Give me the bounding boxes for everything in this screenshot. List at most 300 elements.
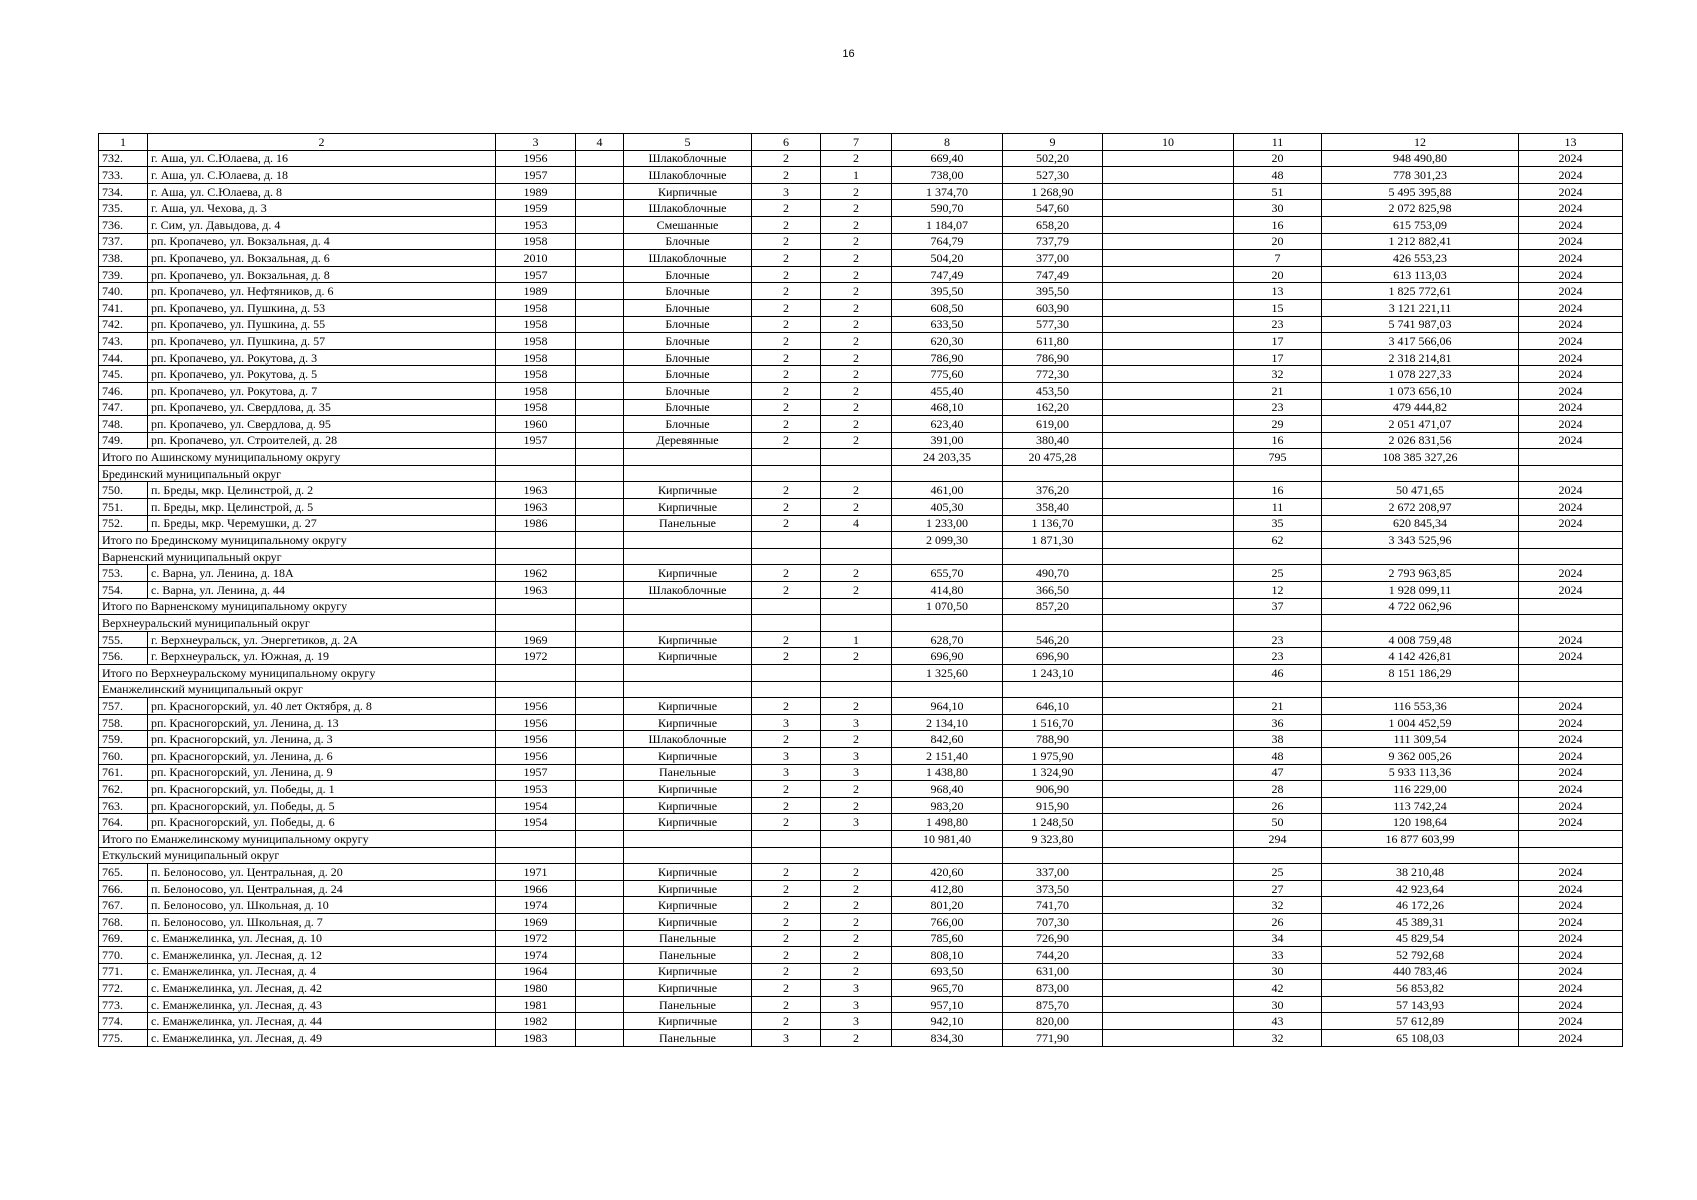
col-10-cell [1103,1013,1234,1030]
year-cell: 1956 [496,747,576,764]
year-cell: 1958 [496,366,576,383]
year-cell: 1958 [496,382,576,399]
col-7-cell: 2 [821,880,892,897]
col-7-cell: 2 [821,333,892,350]
col-6-cell: 2 [752,399,821,416]
col-9-cell: 906,90 [1003,781,1103,798]
table-row [99,565,1623,582]
col-9-cell: 547,60 [1003,200,1103,217]
col-9-cell: 162,20 [1003,399,1103,416]
col-8-cell: 1 374,70 [892,183,1003,200]
col-11-cell: 48 [1234,167,1322,184]
col-13-cell: 2024 [1519,283,1623,300]
row-number: 732. [99,150,148,167]
col-7-cell: 2 [821,565,892,582]
col-4-cell [576,996,624,1013]
address-cell: с. Еманжелинка, ул. Лесная, д. 42 [148,980,496,997]
col-11-cell: 13 [1234,283,1322,300]
col-4-cell [576,216,624,233]
group-header-row [99,681,1623,698]
col-4-cell [576,648,624,665]
table-row [99,333,1623,350]
empty-cell [821,465,892,482]
row-number: 771. [99,963,148,980]
column-number-row [99,134,1623,151]
col-6-cell: 2 [752,266,821,283]
table-row [99,582,1623,599]
col-9-cell: 788,90 [1003,731,1103,748]
col-6-cell: 2 [752,250,821,267]
col-8-cell: 942,10 [892,1013,1003,1030]
col-12-cell: 4 722 062,96 [1322,598,1519,615]
row-number: 748. [99,416,148,433]
col-13-cell: 2024 [1519,1030,1623,1047]
col-12-cell: 1 073 656,10 [1322,382,1519,399]
col-12-cell: 1 212 882,41 [1322,233,1519,250]
row-number: 773. [99,996,148,1013]
col-11-cell: 38 [1234,731,1322,748]
wall-material-cell: Деревянные [624,432,752,449]
col-9-cell: 358,40 [1003,499,1103,516]
col-10-cell [1103,764,1234,781]
address-cell: г. Сим, ул. Давыдова, д. 4 [148,216,496,233]
empty-cell [892,548,1003,565]
col-12-cell: 45 389,31 [1322,913,1519,930]
col-8-cell: 405,30 [892,499,1003,516]
col-12-cell: 57 612,89 [1322,1013,1519,1030]
empty-cell [1322,615,1519,632]
col-8-cell: 693,50 [892,963,1003,980]
column-header: 5 [624,134,752,151]
year-cell: 1980 [496,980,576,997]
col-4-cell [576,499,624,516]
year-cell: 1989 [496,183,576,200]
col-7-cell: 2 [821,432,892,449]
table-row [99,1030,1623,1047]
year-cell: 1960 [496,416,576,433]
col-10-cell [1103,698,1234,715]
col-12-cell: 38 210,48 [1322,864,1519,881]
col-13-cell: 2024 [1519,996,1623,1013]
col-7-cell: 2 [821,1030,892,1047]
col-6-cell: 3 [752,183,821,200]
empty-cell [624,681,752,698]
col-9-cell: 546,20 [1003,631,1103,648]
col-7-cell: 2 [821,416,892,433]
col-11-cell: 20 [1234,233,1322,250]
col-6-cell: 2 [752,864,821,881]
table-row [99,349,1623,366]
table-row [99,698,1623,715]
col-6-cell: 2 [752,731,821,748]
col-9-cell: 337,00 [1003,864,1103,881]
col-13-cell: 2024 [1519,565,1623,582]
col-10-cell [1103,150,1234,167]
col-4-cell [576,233,624,250]
col-11-cell: 23 [1234,648,1322,665]
row-number: 761. [99,764,148,781]
address-cell: рп. Красногорский, ул. Ленина, д. 9 [148,764,496,781]
empty-cell [1519,449,1623,466]
col-10-cell [1103,731,1234,748]
year-cell: 1969 [496,631,576,648]
address-cell: п. Бреды, мкр. Целинстрой, д. 2 [148,482,496,499]
col-6-cell: 2 [752,996,821,1013]
year-cell: 1954 [496,797,576,814]
col-6-cell: 2 [752,947,821,964]
col-7-cell: 2 [821,913,892,930]
group-label: Верхнеуральский муниципальный округ [99,615,496,632]
address-cell: г. Аша, ул. С.Юлаева, д. 8 [148,183,496,200]
empty-cell [624,548,752,565]
empty-cell [624,598,752,615]
year-cell: 1958 [496,233,576,250]
wall-material-cell: Кирпичные [624,797,752,814]
col-12-cell: 16 877 603,99 [1322,830,1519,847]
col-6-cell: 2 [752,366,821,383]
wall-material-cell: Панельные [624,764,752,781]
col-13-cell: 2024 [1519,963,1623,980]
address-cell: п. Белоносово, ул. Школьная, д. 7 [148,913,496,930]
col-7-cell: 1 [821,631,892,648]
col-13-cell: 2024 [1519,515,1623,532]
col-6-cell: 2 [752,565,821,582]
col-11-cell: 28 [1234,781,1322,798]
col-12-cell: 2 072 825,98 [1322,200,1519,217]
wall-material-cell: Блочные [624,233,752,250]
col-8-cell: 2 099,30 [892,532,1003,549]
col-8-cell: 764,79 [892,233,1003,250]
col-11-cell: 15 [1234,299,1322,316]
address-cell: с. Еманжелинка, ул. Лесная, д. 43 [148,996,496,1013]
row-number: 743. [99,333,148,350]
year-cell: 1982 [496,1013,576,1030]
col-9-cell: 376,20 [1003,482,1103,499]
col-9-cell: 873,00 [1003,980,1103,997]
col-11-cell: 11 [1234,499,1322,516]
col-12-cell: 2 672 208,97 [1322,499,1519,516]
col-8-cell: 623,40 [892,416,1003,433]
col-12-cell: 1 825 772,61 [1322,283,1519,300]
col-8-cell: 766,00 [892,913,1003,930]
empty-cell [1519,665,1623,682]
empty-cell [576,615,624,632]
col-4-cell [576,482,624,499]
col-9-cell: 1 243,10 [1003,665,1103,682]
col-7-cell: 2 [821,698,892,715]
col-10-cell [1103,963,1234,980]
wall-material-cell: Шлакоблочные [624,731,752,748]
col-12-cell: 3 343 525,96 [1322,532,1519,549]
table-row [99,996,1623,1013]
col-7-cell: 2 [821,797,892,814]
col-4-cell [576,316,624,333]
wall-material-cell: Кирпичные [624,648,752,665]
col-12-cell: 3 417 566,06 [1322,333,1519,350]
address-cell: рп. Красногорский, ул. Победы, д. 1 [148,781,496,798]
col-11-cell: 33 [1234,947,1322,964]
col-13-cell: 2024 [1519,349,1623,366]
col-12-cell: 2 026 831,56 [1322,432,1519,449]
col-13-cell: 2024 [1519,764,1623,781]
address-cell: рп. Кропачево, ул. Вокзальная, д. 4 [148,233,496,250]
col-6-cell: 2 [752,382,821,399]
row-number: 766. [99,880,148,897]
address-cell: с. Варна, ул. Ленина, д. 44 [148,582,496,599]
col-4-cell [576,582,624,599]
empty-cell [892,615,1003,632]
col-10-cell [1103,864,1234,881]
address-cell: рп. Кропачево, ул. Вокзальная, д. 8 [148,266,496,283]
col-11-cell: 21 [1234,698,1322,715]
empty-cell [496,830,576,847]
empty-cell [1234,847,1322,864]
col-10-cell [1103,200,1234,217]
empty-cell [821,847,892,864]
year-cell: 1986 [496,515,576,532]
col-11-cell: 16 [1234,482,1322,499]
row-number: 744. [99,349,148,366]
col-12-cell: 45 829,54 [1322,930,1519,947]
col-10-cell [1103,947,1234,964]
table-row [99,432,1623,449]
col-11-cell: 35 [1234,515,1322,532]
empty-cell [1322,847,1519,864]
col-11-cell: 26 [1234,913,1322,930]
col-6-cell: 2 [752,814,821,831]
col-10-cell [1103,333,1234,350]
col-4-cell [576,980,624,997]
year-cell: 1956 [496,731,576,748]
col-4-cell [576,930,624,947]
total-label: Итого по Еманжелинскому муниципальному округу [99,830,496,847]
wall-material-cell: Кирпичные [624,183,752,200]
table-row [99,731,1623,748]
address-cell: г. Аша, ул. Чехова, д. 3 [148,200,496,217]
table-row [99,631,1623,648]
col-13-cell: 2024 [1519,250,1623,267]
group-header-row [99,615,1623,632]
col-8-cell: 775,60 [892,366,1003,383]
col-10-cell [1103,781,1234,798]
empty-cell [1519,830,1623,847]
year-cell: 1972 [496,648,576,665]
row-number: 747. [99,399,148,416]
col-13-cell: 2024 [1519,864,1623,881]
row-number: 768. [99,913,148,930]
col-13-cell: 2024 [1519,781,1623,798]
col-7-cell: 3 [821,1013,892,1030]
col-11-cell: 23 [1234,399,1322,416]
empty-cell [576,598,624,615]
wall-material-cell: Блочные [624,382,752,399]
row-number: 734. [99,183,148,200]
col-8-cell: 808,10 [892,947,1003,964]
row-number: 756. [99,648,148,665]
total-row [99,665,1623,682]
group-label: Варненский муниципальный округ [99,548,496,565]
col-6-cell: 2 [752,698,821,715]
col-11-cell: 26 [1234,797,1322,814]
col-11-cell: 46 [1234,665,1322,682]
col-6-cell: 2 [752,631,821,648]
wall-material-cell: Панельные [624,515,752,532]
col-11-cell: 48 [1234,747,1322,764]
col-8-cell: 786,90 [892,349,1003,366]
col-12-cell: 479 444,82 [1322,399,1519,416]
col-8-cell: 391,00 [892,432,1003,449]
row-number: 758. [99,714,148,731]
year-cell: 1959 [496,200,576,217]
col-10-cell [1103,299,1234,316]
address-cell: с. Варна, ул. Ленина, д. 18А [148,565,496,582]
col-12-cell: 440 783,46 [1322,963,1519,980]
wall-material-cell: Кирпичные [624,698,752,715]
empty-cell [752,830,821,847]
col-10-cell [1103,880,1234,897]
col-6-cell: 2 [752,499,821,516]
col-9-cell: 453,50 [1003,382,1103,399]
year-cell: 2010 [496,250,576,267]
address-cell: с. Еманжелинка, ул. Лесная, д. 49 [148,1030,496,1047]
col-6-cell: 2 [752,233,821,250]
wall-material-cell: Блочные [624,416,752,433]
col-7-cell: 3 [821,714,892,731]
col-12-cell: 113 742,24 [1322,797,1519,814]
col-10-cell [1103,797,1234,814]
col-6-cell: 2 [752,349,821,366]
col-9-cell: 786,90 [1003,349,1103,366]
address-cell: г. Верхнеуральск, ул. Южная, д. 19 [148,648,496,665]
col-6-cell: 3 [752,764,821,781]
col-9-cell: 366,50 [1003,582,1103,599]
empty-cell [576,665,624,682]
empty-cell [1519,548,1623,565]
col-10-cell [1103,416,1234,433]
wall-material-cell: Кирпичные [624,631,752,648]
empty-cell [1103,598,1234,615]
row-number: 764. [99,814,148,831]
col-7-cell: 2 [821,582,892,599]
year-cell: 1981 [496,996,576,1013]
wall-material-cell: Панельные [624,1030,752,1047]
col-4-cell [576,349,624,366]
col-10-cell [1103,814,1234,831]
col-9-cell: 377,00 [1003,250,1103,267]
col-11-cell: 51 [1234,183,1322,200]
col-9-cell: 820,00 [1003,1013,1103,1030]
table-row [99,947,1623,964]
col-11-cell: 795 [1234,449,1322,466]
wall-material-cell: Смешанные [624,216,752,233]
empty-cell [576,532,624,549]
column-header: 2 [148,134,496,151]
row-number: 759. [99,731,148,748]
empty-cell [752,665,821,682]
address-cell: рп. Красногорский, ул. Победы, д. 5 [148,797,496,814]
col-13-cell: 2024 [1519,266,1623,283]
col-9-cell: 707,30 [1003,913,1103,930]
empty-cell [1103,830,1234,847]
col-13-cell: 2024 [1519,582,1623,599]
col-8-cell: 983,20 [892,797,1003,814]
empty-cell [624,830,752,847]
wall-material-cell: Кирпичные [624,1013,752,1030]
col-9-cell: 20 475,28 [1003,449,1103,466]
col-12-cell: 50 471,65 [1322,482,1519,499]
wall-material-cell: Панельные [624,947,752,964]
col-8-cell: 468,10 [892,399,1003,416]
wall-material-cell: Кирпичные [624,499,752,516]
col-13-cell: 2024 [1519,150,1623,167]
col-6-cell: 2 [752,880,821,897]
col-10-cell [1103,582,1234,599]
row-number: 755. [99,631,148,648]
empty-cell [821,615,892,632]
col-4-cell [576,731,624,748]
year-cell: 1956 [496,714,576,731]
col-9-cell: 915,90 [1003,797,1103,814]
col-9-cell: 1 136,70 [1003,515,1103,532]
table-row [99,764,1623,781]
wall-material-cell: Кирпичные [624,714,752,731]
empty-cell [1234,615,1322,632]
address-cell: г. Аша, ул. С.Юлаева, д. 16 [148,150,496,167]
col-13-cell: 2024 [1519,1013,1623,1030]
col-7-cell: 3 [821,814,892,831]
col-12-cell: 615 753,09 [1322,216,1519,233]
group-header-row [99,847,1623,864]
empty-cell [576,548,624,565]
column-header: 4 [576,134,624,151]
row-number: 770. [99,947,148,964]
col-12-cell: 4 142 426,81 [1322,648,1519,665]
empty-cell [821,830,892,847]
row-number: 750. [99,482,148,499]
col-9-cell: 603,90 [1003,299,1103,316]
empty-cell [496,665,576,682]
address-cell: п. Белоносово, ул. Школьная, д. 10 [148,897,496,914]
col-10-cell [1103,382,1234,399]
col-11-cell: 34 [1234,930,1322,947]
year-cell: 1989 [496,283,576,300]
col-10-cell [1103,399,1234,416]
col-13-cell: 2024 [1519,731,1623,748]
col-9-cell: 9 323,80 [1003,830,1103,847]
year-cell: 1957 [496,432,576,449]
col-11-cell: 23 [1234,316,1322,333]
empty-cell [1234,465,1322,482]
col-10-cell [1103,515,1234,532]
year-cell: 1954 [496,814,576,831]
col-13-cell: 2024 [1519,930,1623,947]
col-11-cell: 47 [1234,764,1322,781]
year-cell: 1957 [496,266,576,283]
col-11-cell: 7 [1234,250,1322,267]
column-header: 6 [752,134,821,151]
col-13-cell: 2024 [1519,880,1623,897]
col-8-cell: 1 184,07 [892,216,1003,233]
empty-cell [624,847,752,864]
col-13-cell: 2024 [1519,382,1623,399]
col-11-cell: 30 [1234,200,1322,217]
address-cell: г. Верхнеуральск, ул. Энергетиков, д. 2А [148,631,496,648]
row-number: 762. [99,781,148,798]
col-6-cell: 2 [752,200,821,217]
col-4-cell [576,947,624,964]
col-10-cell [1103,930,1234,947]
year-cell: 1957 [496,167,576,184]
